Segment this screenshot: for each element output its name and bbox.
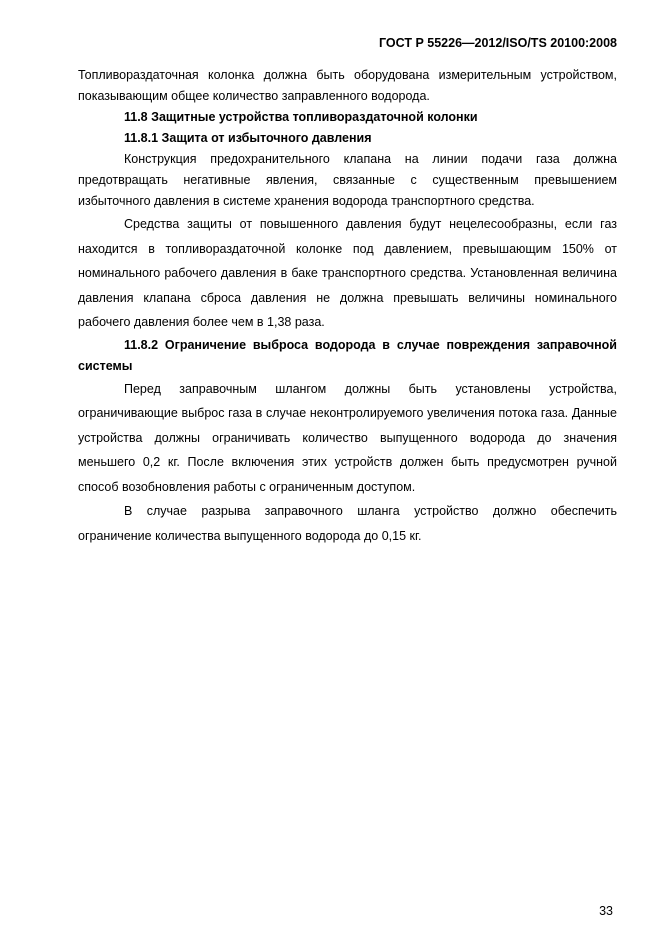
- paragraph-flow-limiting-devices: Перед заправочным шлангом должны быть установлены устройства, ограничивающие выброс газа в случае неконтролируемого увеличения потока газа. Данные устройства должны ограничивать количество выпущенного водорода до значения меньшего 0,2 кг. После включения этих устройств должен быть предусмотрен ручной способ возобновления работы с ограниченным доступом.: [78, 381, 617, 494]
- section-heading-11-8-1: 11.8.1 Защита от избыточного давления: [124, 131, 372, 145]
- section-heading-11-8: 11.8 Защитные устройства топливораздаточной колонки: [124, 110, 478, 124]
- paragraph-overpressure-protection: Средства защиты от повышенного давления будут нецелесообразны, если газ находится в топливораздаточной колонке под давлением, превышающим 150% от номинального рабочего давления в баке транспортного средства. Установленная величина давления клапана сброса давления не должна превышать величины номинального рабочего давления более чем в 1,38 раза.: [78, 217, 617, 329]
- paragraph-hose-rupture: В случае разрыва заправочного шланга устройство должно обеспечить ограничение количества выпущенного водорода до 0,15 кг.: [78, 504, 617, 543]
- page-number: 33: [599, 904, 613, 918]
- section-heading-11-8-2: 11.8.2 Ограничение выброса водорода в случае повреждения заправочной системы: [78, 337, 617, 373]
- paragraph-metering-device: Топливораздаточная колонка должна быть оборудована измерительным устройством, показывающим общее количество заправленного водорода.: [78, 68, 617, 103]
- paragraph-relief-valve-design: Конструкция предохранительного клапана на линии подачи газа должна предотвращать негативные явления, связанные с существенным превышением избыточного давления в системе хранения водорода транспортного средства.: [78, 152, 617, 208]
- document-body: [78, 65, 617, 548]
- running-head: ГОСТ Р 55226—2012/ISO/TS 20100:2008: [378, 36, 617, 50]
